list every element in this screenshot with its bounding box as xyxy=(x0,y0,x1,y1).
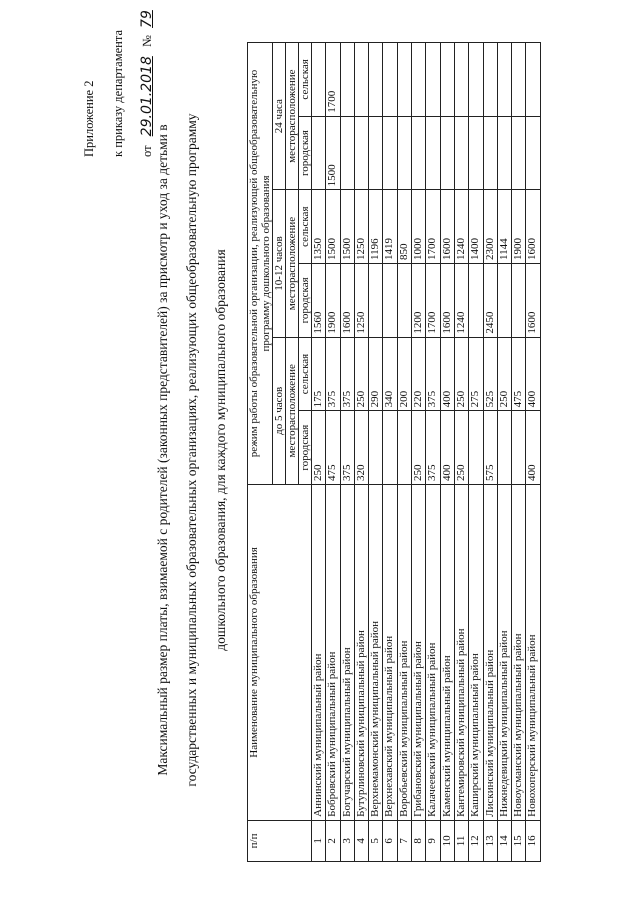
fee-urban-5h xyxy=(397,411,411,485)
fee-urban-24h xyxy=(454,116,468,190)
fee-urban-24h xyxy=(440,116,454,190)
row-number: 14 xyxy=(497,820,511,861)
fee-rural-5h: 275 xyxy=(469,337,483,411)
fee-urban-24h xyxy=(340,116,354,190)
fee-rural-10-12h: 1419 xyxy=(383,190,397,264)
fee-urban-24h xyxy=(369,116,383,190)
table-row xyxy=(412,43,426,862)
header-24h: 24 часа xyxy=(273,43,286,190)
fee-urban-10-12h: 1560 xyxy=(312,264,326,338)
fee-urban-10-12h: 1240 xyxy=(454,264,468,338)
district-name: Новохоперский муниципальный район xyxy=(526,484,540,820)
fee-urban-10-12h: 1250 xyxy=(354,264,368,338)
fee-rural-10-12h: 2300 xyxy=(483,190,497,264)
table-body xyxy=(312,43,541,862)
fee-urban-24h xyxy=(354,116,368,190)
fee-rural-5h: 250 xyxy=(354,337,368,411)
fee-urban-5h: 320 xyxy=(354,411,368,485)
fee-rural-24h xyxy=(412,43,426,117)
fee-urban-10-12h: 1200 xyxy=(412,264,426,338)
fee-rural-24h xyxy=(512,43,526,117)
row-number: 7 xyxy=(397,820,411,861)
fee-rural-24h xyxy=(383,43,397,117)
district-name: Новоусманский муниципальный район xyxy=(512,484,526,820)
header-10-12h: 10-12 часов xyxy=(273,190,286,337)
fee-rural-5h: 250 xyxy=(497,337,511,411)
row-number: 16 xyxy=(526,820,540,861)
fee-table xyxy=(247,42,541,862)
appendix-block xyxy=(82,10,155,157)
appendix-order-label: к приказу департамента xyxy=(111,29,125,157)
fee-urban-10-12h: 1700 xyxy=(426,264,440,338)
fee-urban-24h xyxy=(526,116,540,190)
fee-urban-10-12h xyxy=(369,264,383,338)
table-row xyxy=(326,43,340,862)
header-location-10-12h: месторасположение xyxy=(286,190,299,337)
fee-urban-5h xyxy=(512,411,526,485)
fee-rural-24h xyxy=(454,43,468,117)
table-row xyxy=(526,43,540,862)
header-5h: до 5 часов xyxy=(273,337,286,484)
fee-urban-10-12h xyxy=(397,264,411,338)
header-num: п/п xyxy=(248,820,312,861)
fee-rural-5h: 250 xyxy=(454,337,468,411)
fee-rural-24h: 1700 xyxy=(326,43,340,117)
handwritten-number: 79 xyxy=(139,10,155,28)
row-number: 12 xyxy=(469,820,483,861)
row-number: 1 xyxy=(312,820,326,861)
fee-urban-5h: 250 xyxy=(454,411,468,485)
fee-rural-10-12h: 1000 xyxy=(412,190,426,264)
fee-rural-24h xyxy=(483,43,497,117)
fee-rural-24h xyxy=(440,43,454,117)
fee-rural-10-12h: 1600 xyxy=(440,190,454,264)
row-number: 5 xyxy=(369,820,383,861)
header-row-1 xyxy=(248,43,273,862)
fee-rural-24h xyxy=(469,43,483,117)
district-name: Бутурлиновский муниципальный район xyxy=(354,484,368,820)
fee-rural-10-12h: 1240 xyxy=(454,190,468,264)
fee-rural-24h xyxy=(426,43,440,117)
district-name: Нижнедевицкий муниципальный район xyxy=(497,484,511,820)
district-name: Каширский муниципальный район xyxy=(469,484,483,820)
fee-rural-5h: 200 xyxy=(397,337,411,411)
district-name: Кантемировский муниципальный район xyxy=(454,484,468,820)
fee-rural-24h xyxy=(369,43,383,117)
fee-urban-24h xyxy=(512,116,526,190)
fee-rural-24h xyxy=(497,43,511,117)
header-rural-5h: сельская xyxy=(299,337,312,411)
header-location-5h: месторасположение xyxy=(286,337,299,484)
fee-urban-10-12h: 1600 xyxy=(526,264,540,338)
row-number: 11 xyxy=(454,820,468,861)
row-number: 3 xyxy=(340,820,354,861)
district-name: Грибановский муниципальный район xyxy=(412,484,426,820)
row-number: 9 xyxy=(426,820,440,861)
header-urban-24h: городская xyxy=(299,116,312,190)
fee-rural-10-12h: 1350 xyxy=(312,190,326,264)
fee-rural-5h: 290 xyxy=(369,337,383,411)
title-line-1: Максимальный размер платы, взимаемой с родителей (законных представителей) за присмотр и уход за детьми в xyxy=(155,124,170,776)
fee-rural-5h: 400 xyxy=(526,337,540,411)
fee-rural-5h: 340 xyxy=(383,337,397,411)
fee-urban-10-12h: 2450 xyxy=(483,264,497,338)
fee-urban-10-12h xyxy=(497,264,511,338)
handwritten-date: 29.01.2018 xyxy=(139,56,155,137)
table-row xyxy=(497,43,511,862)
table-row xyxy=(397,43,411,862)
row-number: 6 xyxy=(383,820,397,861)
number-label: № xyxy=(140,35,154,48)
fee-rural-5h: 220 xyxy=(412,337,426,411)
header-location-24h: месторасположение xyxy=(286,43,299,190)
table-row xyxy=(440,43,454,862)
row-number: 10 xyxy=(440,820,454,861)
table-row xyxy=(312,43,326,862)
appendix-label: Приложение 2 xyxy=(82,80,96,157)
fee-urban-24h: 1500 xyxy=(326,116,340,190)
fee-rural-10-12h: 850 xyxy=(397,190,411,264)
fee-urban-5h: 250 xyxy=(312,411,326,485)
district-name: Верхнемамонский муниципальный район xyxy=(369,484,383,820)
header-name: Наименование муниципального образования xyxy=(248,484,312,820)
fee-urban-24h xyxy=(426,116,440,190)
fee-urban-5h: 575 xyxy=(483,411,497,485)
table-row xyxy=(454,43,468,862)
fee-rural-24h xyxy=(397,43,411,117)
fee-rural-24h xyxy=(526,43,540,117)
fee-urban-5h: 400 xyxy=(526,411,540,485)
fee-rural-5h: 175 xyxy=(312,337,326,411)
fee-urban-24h xyxy=(312,116,326,190)
fee-urban-5h xyxy=(369,411,383,485)
row-number: 4 xyxy=(354,820,368,861)
district-name: Воробьевский муниципальный район xyxy=(397,484,411,820)
district-name: Аннинский муниципальный район xyxy=(312,484,326,820)
table-row xyxy=(469,43,483,862)
fee-rural-10-12h: 1400 xyxy=(469,190,483,264)
title-line-2: государственных и муниципальных образовательных организациях, реализующих общеобразовательную программу xyxy=(184,113,199,787)
fee-urban-24h xyxy=(469,116,483,190)
fee-rural-5h: 375 xyxy=(340,337,354,411)
fee-urban-5h: 475 xyxy=(326,411,340,485)
fee-urban-10-12h: 1600 xyxy=(440,264,454,338)
fee-urban-5h: 375 xyxy=(340,411,354,485)
fee-urban-10-12h xyxy=(469,264,483,338)
fee-rural-10-12h: 1600 xyxy=(526,190,540,264)
district-name: Верхнехавский муниципальный район xyxy=(383,484,397,820)
header-mode: режим работы образовательной организации, реализующей общеобразовательную программу дошкольного образования xyxy=(248,43,273,485)
row-number: 8 xyxy=(412,820,426,861)
fee-urban-10-12h xyxy=(383,264,397,338)
fee-rural-10-12h: 1144 xyxy=(497,190,511,264)
fee-rural-5h: 475 xyxy=(512,337,526,411)
title-line-3: дошкольного образования, для каждого муниципального образования xyxy=(213,249,228,651)
table-row xyxy=(426,43,440,862)
header-urban-5h: городская xyxy=(299,411,312,485)
fee-urban-5h xyxy=(497,411,511,485)
fee-urban-5h: 250 xyxy=(412,411,426,485)
fee-urban-24h xyxy=(497,116,511,190)
district-name: Богучарский муниципальный район xyxy=(340,484,354,820)
fee-rural-10-12h: 1196 xyxy=(369,190,383,264)
fee-urban-5h: 375 xyxy=(426,411,440,485)
header-rural-10-12h: сельская xyxy=(299,190,312,264)
fee-urban-24h xyxy=(412,116,426,190)
fee-urban-5h: 400 xyxy=(440,411,454,485)
fee-rural-10-12h: 1700 xyxy=(426,190,440,264)
fee-rural-10-12h: 1500 xyxy=(340,190,354,264)
from-label: от xyxy=(140,145,154,157)
header-rural-24h: сельская xyxy=(299,43,312,117)
table-row xyxy=(383,43,397,862)
fee-urban-10-12h: 1900 xyxy=(326,264,340,338)
fee-urban-24h xyxy=(397,116,411,190)
fee-urban-10-12h: 1600 xyxy=(340,264,354,338)
fee-urban-5h xyxy=(383,411,397,485)
district-name: Каменский муниципальный район xyxy=(440,484,454,820)
row-number: 15 xyxy=(512,820,526,861)
table-row xyxy=(369,43,383,862)
fee-urban-24h xyxy=(383,116,397,190)
district-name: Бобровский муниципальный район xyxy=(326,484,340,820)
fee-rural-5h: 375 xyxy=(326,337,340,411)
fee-rural-24h xyxy=(340,43,354,117)
district-name: Калачеевский муниципальный район xyxy=(426,484,440,820)
table-row xyxy=(512,43,526,862)
row-number: 13 xyxy=(483,820,497,861)
fee-rural-10-12h: 1250 xyxy=(354,190,368,264)
fee-rural-5h: 375 xyxy=(426,337,440,411)
header-urban-10-12h: городская xyxy=(299,264,312,338)
fee-rural-10-12h: 1900 xyxy=(512,190,526,264)
table-row xyxy=(354,43,368,862)
fee-urban-5h xyxy=(469,411,483,485)
table-row xyxy=(340,43,354,862)
table-row xyxy=(483,43,497,862)
fee-rural-5h: 400 xyxy=(440,337,454,411)
fee-rural-24h xyxy=(312,43,326,117)
document-title xyxy=(148,40,235,860)
fee-urban-10-12h xyxy=(512,264,526,338)
fee-rural-5h: 525 xyxy=(483,337,497,411)
fee-rural-24h xyxy=(354,43,368,117)
row-number: 2 xyxy=(326,820,340,861)
fee-urban-24h xyxy=(483,116,497,190)
district-name: Лискинский муниципальный район xyxy=(483,484,497,820)
fee-rural-10-12h: 1500 xyxy=(326,190,340,264)
